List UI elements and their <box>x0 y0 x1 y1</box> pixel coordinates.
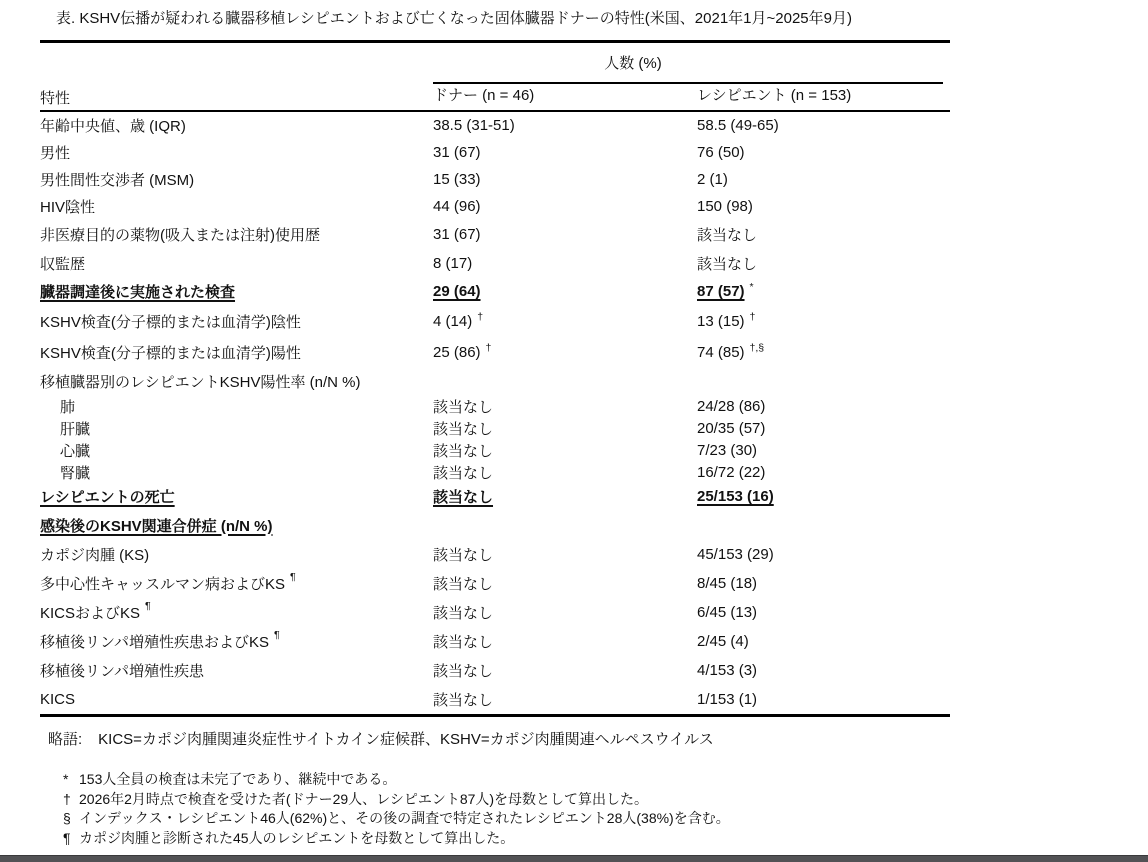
cell-recipient: 該当なし <box>697 255 758 273</box>
cell-donor: 44 (96) <box>433 198 481 215</box>
cell-recipient: 45/153 (29) <box>697 546 774 563</box>
window-bottom-bar <box>0 855 1148 862</box>
cell-label: 腎臓 <box>60 464 91 482</box>
cell-recipient: 16/72 (22) <box>697 463 766 481</box>
footnote-text: カポジ肉腫と診断された45人のレシピエントを母数として算出した。 <box>79 829 515 846</box>
cell-recipient: 20/35 (57) <box>697 419 766 437</box>
table-row <box>40 627 950 656</box>
cell-donor: 該当なし <box>433 605 494 622</box>
cell-recipient: 2/45 (4) <box>697 633 749 650</box>
footnote-marker-superscript: ¶ <box>273 629 280 641</box>
cell-donor: 該当なし <box>433 398 494 416</box>
cell-donor: 15 (33) <box>433 171 481 188</box>
table-column-header-row <box>40 84 950 112</box>
cell-recipient: 1/153 (1) <box>697 691 758 708</box>
footnote-marker-superscript: †,§ <box>749 342 765 354</box>
table-row <box>40 249 950 277</box>
footnote-line <box>63 790 730 810</box>
abbreviations-text: KICS=カポジ肉腫関連炎症性サイトカイン症候群、KSHV=カポジ肉腫関連ヘルペスウイルス <box>98 731 714 748</box>
footnote-marker-superscript: † <box>477 311 484 323</box>
footnote-text: インデックス・レシピエント46人(62%)と、その後の調査で特定されたレシピエント28人(38%)を含む。 <box>79 810 730 826</box>
cell-recipient: 2 (1) <box>697 171 728 188</box>
cell-label: 多中心性キャッスルマン病およびKS ¶ <box>40 571 296 593</box>
footnotes-block <box>63 770 730 848</box>
table-row <box>40 439 950 461</box>
cell-donor: 該当なし <box>433 634 494 651</box>
column-header-recipient: レシピエント (n = 153) <box>697 87 852 104</box>
cell-label: 収監歴 <box>40 255 86 273</box>
table-row <box>40 598 950 627</box>
cell-recipient: 8/45 (18) <box>697 575 758 592</box>
cell-donor: 該当なし <box>433 692 494 709</box>
cell-donor: 該当なし <box>433 464 494 482</box>
footnote-marker-superscript: † <box>749 311 756 323</box>
table-row <box>40 483 950 510</box>
footnote-line <box>63 829 730 849</box>
cell-donor: 該当なし <box>433 547 494 564</box>
table-row <box>40 139 950 166</box>
cell-donor: 29 (64) <box>433 283 481 300</box>
cell-label: 肝臓 <box>60 420 91 438</box>
cell-recipient: 87 (57) * <box>697 281 754 300</box>
table-row <box>40 112 950 139</box>
table-row <box>40 193 950 220</box>
table-row <box>40 685 950 714</box>
table-row <box>40 277 950 306</box>
footnote-text: 153人全員の検査は未完了であり、継続中である。 <box>79 771 397 787</box>
column-header-donor: ドナー (n = 46) <box>433 87 535 104</box>
cell-recipient: 6/45 (13) <box>697 604 758 621</box>
cell-label: 年齢中央値、歳 (IQR) <box>40 118 186 135</box>
cell-label: KICSおよびKS ¶ <box>40 600 151 622</box>
cell-label: KSHV検査(分子標的または血清学)陽性 <box>40 345 301 362</box>
footnote-line <box>63 770 730 790</box>
table-group-header-row <box>40 43 950 84</box>
abbreviations-label: 略語: <box>48 731 83 748</box>
cell-label: レシピエントの死亡 <box>40 489 175 506</box>
cell-recipient: 74 (85) †,§ <box>697 342 765 361</box>
cell-donor: 該当なし <box>433 442 494 460</box>
table-title: 表. KSHV伝播が疑われる臓器移植レシピエントおよび亡くなった固体臓器ドナーの特性(米国、2021年1月~2025年9月) <box>56 10 852 27</box>
cell-recipient: 58.5 (49-65) <box>697 117 779 134</box>
table-row <box>40 306 950 337</box>
cell-donor: 該当なし <box>433 576 494 593</box>
cell-label: 移植後リンパ増殖性疾患およびKS ¶ <box>40 629 280 651</box>
table-row <box>40 337 950 368</box>
cell-label: 非医療目的の薬物(吸入または注射)使用歴 <box>40 227 320 244</box>
cell-recipient: 24/28 (86) <box>697 397 766 415</box>
table-row <box>40 368 950 395</box>
group-header-spacer <box>40 43 433 84</box>
table-row <box>40 461 950 483</box>
cell-recipient: 7/23 (30) <box>697 441 758 459</box>
cell-label: 臓器調達後に実施された検査 <box>40 284 236 301</box>
table-row <box>40 540 950 569</box>
cell-label: 肺 <box>60 398 76 416</box>
footnote-marker-superscript: ¶ <box>290 571 296 583</box>
cell-donor: 31 (67) <box>433 226 481 243</box>
cell-label: 移植後リンパ増殖性疾患 <box>40 663 204 680</box>
table-row <box>40 166 950 193</box>
table-row <box>40 220 950 249</box>
table-body <box>40 112 950 714</box>
cell-recipient: 25/153 (16) <box>697 488 774 505</box>
cell-donor: 該当なし <box>433 663 494 680</box>
cell-donor: 31 (67) <box>433 144 481 161</box>
cell-label: KICS <box>40 691 76 708</box>
table-row <box>40 395 950 417</box>
footnote-marker: * <box>63 771 69 787</box>
column-header-characteristic: 特性 <box>40 90 71 107</box>
cell-recipient: 76 (50) <box>697 144 745 161</box>
cell-donor: 該当なし <box>433 489 494 506</box>
table-row <box>40 569 950 598</box>
footnote-marker-superscript: ¶ <box>145 600 151 612</box>
cell-label: KSHV検査(分子標的または血清学)陰性 <box>40 314 301 331</box>
footnote-marker: ¶ <box>63 829 71 846</box>
cell-label: 感染後のKSHV関連合併症 (n/N %) <box>40 517 273 535</box>
group-header-count-percent: 人数 (%) <box>433 43 943 84</box>
table-row <box>40 417 950 439</box>
cell-recipient: 4/153 (3) <box>697 662 758 679</box>
cell-donor: 該当なし <box>433 420 494 438</box>
cell-recipient: 該当なし <box>697 227 758 244</box>
cell-label: HIV陰性 <box>40 199 96 216</box>
cell-recipient: 13 (15) † <box>697 311 756 330</box>
cell-recipient: 150 (98) <box>697 198 753 215</box>
footnote-marker-superscript: † <box>485 342 492 354</box>
cell-donor: 8 (17) <box>433 254 473 272</box>
footnote-text: 2026年2月時点で検査を受けた者(ドナー29人、レシピエント87人)を母数として算出した。 <box>79 790 649 807</box>
footnote-marker: † <box>63 790 71 807</box>
footnote-marker: § <box>63 810 71 826</box>
footnote-marker-superscript: * <box>749 281 754 293</box>
cell-donor: 38.5 (31-51) <box>433 117 515 134</box>
cell-donor: 4 (14) † <box>433 311 484 330</box>
table-row <box>40 510 950 540</box>
cell-donor: 25 (86) † <box>433 342 492 361</box>
footnote-line <box>63 809 730 829</box>
cell-label: 男性間性交渉者 (MSM) <box>40 172 195 189</box>
abbreviations-line <box>48 728 714 749</box>
cell-label: 心臓 <box>60 442 91 460</box>
table-row <box>40 656 950 685</box>
cell-label: 男性 <box>40 145 71 162</box>
cell-label: カポジ肉腫 (KS) <box>40 547 150 564</box>
cell-label: 移植臓器別のレシピエントKSHV陽性率 (n/N %) <box>40 374 361 391</box>
characteristics-table <box>40 40 950 717</box>
